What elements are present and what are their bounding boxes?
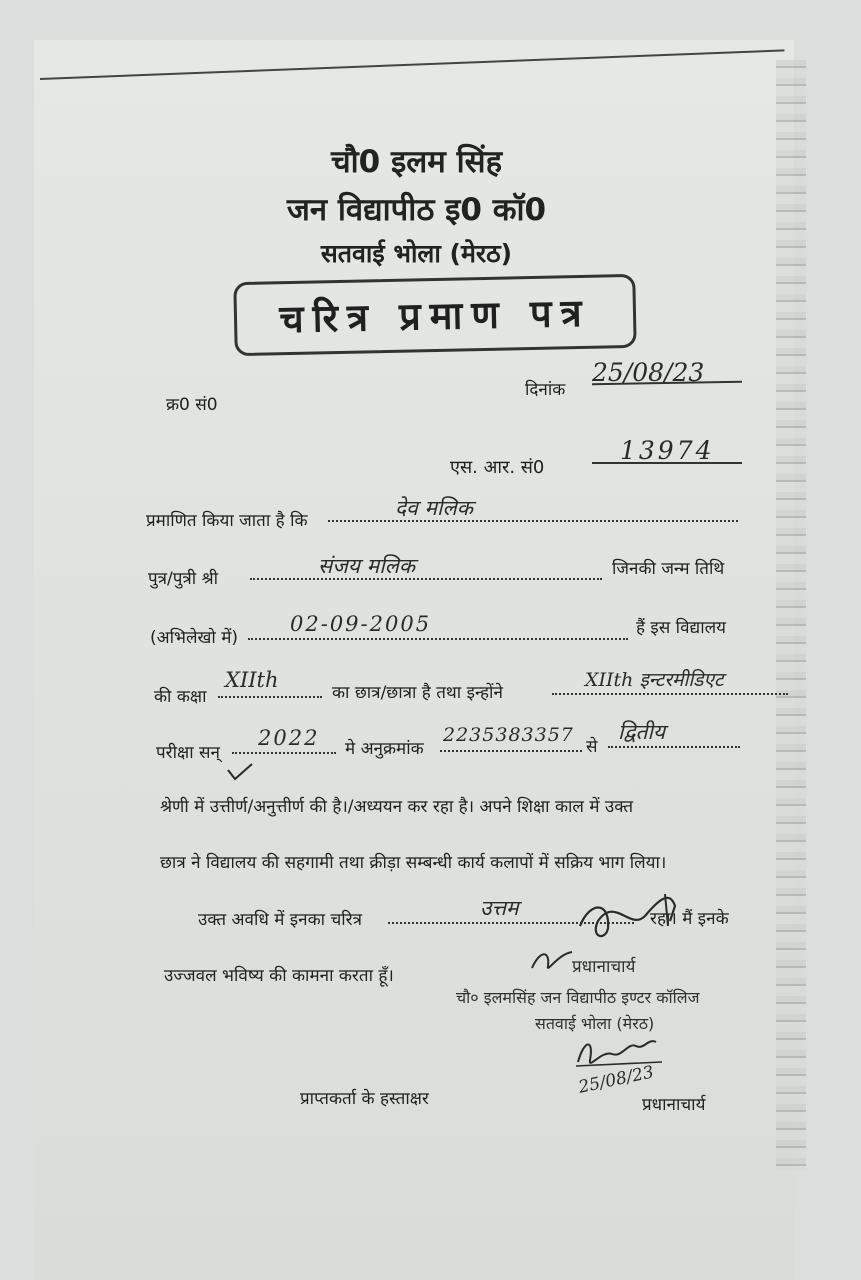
sr-no-value: 13974 — [620, 436, 715, 465]
exam-year: 2022 — [258, 726, 320, 750]
serial-no-label: क्र0 सं0 — [166, 395, 218, 415]
parent-label: पुत्र/पुत्री श्री — [148, 569, 219, 589]
class-label: की कक्षा — [154, 687, 207, 707]
exam-line — [552, 693, 788, 695]
principal-signature-upper — [570, 886, 680, 946]
dob-label: जिनकी जन्म तिथि — [612, 559, 725, 579]
certify-label: प्रमाणित किया जाता है कि — [146, 511, 308, 531]
sr-no-underline — [592, 462, 742, 464]
school-name-line1: चौ0 इलम सिंह — [330, 144, 503, 180]
class-value: XIIth — [225, 668, 279, 692]
check-mark-icon — [226, 762, 254, 782]
student-name-line — [328, 520, 738, 522]
roll-label: मे अनुक्रमांक — [345, 739, 424, 759]
exam-year-line — [232, 752, 336, 754]
student-name: देव मलिक — [395, 496, 473, 520]
school-address: सतवाई भोला (मेरठ) — [320, 239, 513, 268]
exam-value: XIIth इन्टरमीडिएट — [585, 669, 724, 691]
dob-line — [248, 638, 628, 640]
character-suffix: रहा। मैं इनके — [650, 909, 729, 929]
recipient-signature-label: प्राप्तकर्ता के हस्ताक्षर — [300, 1089, 429, 1109]
passed-statement: श्रेणी में उत्तीर्ण/अनुत्तीर्ण की है।/अध्ययन कर रहा है। अपने शिक्षा काल में उक्त — [160, 797, 634, 817]
character-value: उत्तम — [480, 896, 519, 920]
sr-no-label: एस. आर. सं0 — [450, 457, 545, 478]
stamp-initials-mark — [528, 944, 578, 978]
roll-value: 2235383357 — [443, 724, 574, 746]
wish-text: उज्जवल भविष्य की कामना करता हूँ। — [164, 966, 394, 986]
school-name-line2: जन विद्यापीठ इ0 कॉ0 — [286, 192, 547, 228]
stamp-school: चौ० इलमसिंह जन विद्यापीठ इण्टर कॉलिज — [456, 988, 700, 1007]
division-value: द्वितीय — [618, 720, 666, 744]
activity-statement: छात्र ने विद्यालय की सहगामी तथा क्रीड़ा सम्बन्धी कार्य कलापों में सक्रिय भाग लिया। — [160, 853, 667, 873]
school-label: हैं इस विद्यालय — [636, 618, 727, 638]
date-value: 25/08/23 — [592, 358, 705, 387]
division-line — [608, 746, 740, 748]
stamp-address: सतवाई भोला (मेरठ) — [535, 1014, 655, 1033]
parent-name: संजय मलिक — [318, 554, 415, 578]
parent-name-line — [250, 578, 602, 580]
stamp-role: प्रधानाचार्य — [572, 957, 636, 977]
date-label: दिनांक — [525, 380, 566, 400]
class-line — [218, 696, 322, 698]
character-label: उक्त अवधि में इनका चरित्र — [198, 910, 362, 930]
signature-date: 25/08/23 — [576, 1062, 656, 1098]
student-text: का छात्र/छात्रा है तथा इन्होंने — [332, 683, 503, 703]
records-label: (अभिलेखो में) — [150, 628, 239, 648]
principal-label: प्रधानाचार्य — [642, 1095, 706, 1115]
roll-suffix: से — [586, 737, 598, 757]
exam-year-label: परीक्षा सन् — [156, 743, 220, 763]
roll-line — [440, 750, 582, 752]
certificate-title: चरित्र प्रमाण पत्र — [233, 274, 636, 356]
dob-value: 02-09-2005 — [290, 612, 432, 636]
